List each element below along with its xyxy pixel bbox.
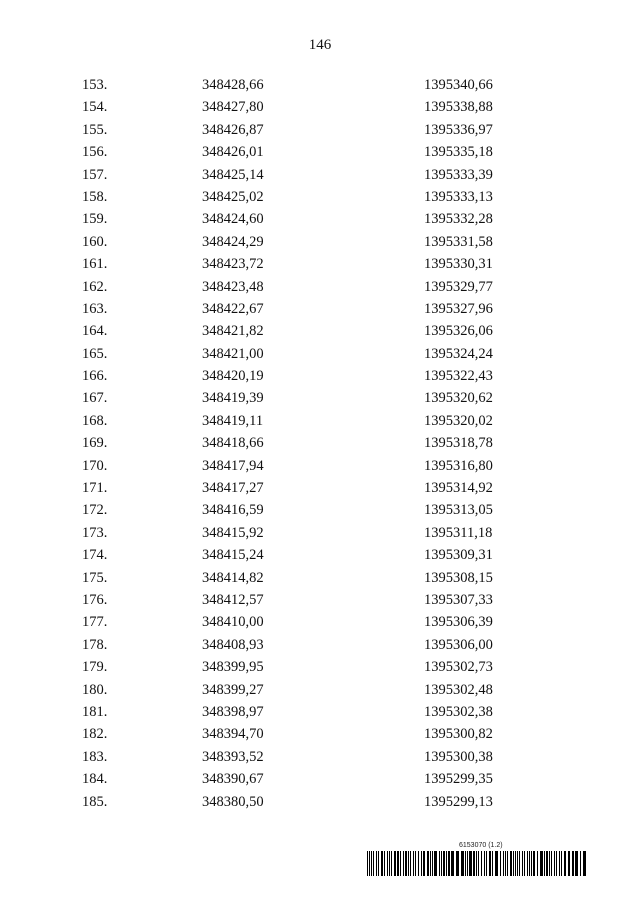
y-coordinate: 1395329,77: [424, 278, 493, 295]
table-row: [0, 544, 640, 566]
y-coordinate: 1395306,39: [424, 614, 493, 631]
table-row: [0, 567, 640, 589]
y-coordinate: 1395309,31: [424, 547, 493, 564]
y-coordinate: 1395308,15: [424, 569, 493, 586]
x-coordinate: 348412,57: [202, 591, 264, 608]
table-row: [0, 723, 640, 745]
table-row: [0, 74, 640, 96]
point-number: 169.: [82, 435, 108, 452]
table-row: [0, 611, 640, 633]
x-coordinate: 348380,50: [202, 793, 264, 810]
y-coordinate: 1395327,96: [424, 300, 493, 317]
table-row: [0, 455, 640, 477]
x-coordinate: 348425,14: [202, 166, 264, 183]
x-coordinate: 348394,70: [202, 726, 264, 743]
x-coordinate: 348415,92: [202, 524, 264, 541]
x-coordinate: 348427,80: [202, 99, 264, 116]
y-coordinate: 1395320,02: [424, 412, 493, 429]
x-coordinate: 348425,02: [202, 188, 264, 205]
x-coordinate: 348418,66: [202, 435, 264, 452]
barcode-icon: [367, 851, 589, 876]
x-coordinate: 348399,27: [202, 681, 264, 698]
y-coordinate: 1395318,78: [424, 435, 493, 452]
table-row: [0, 320, 640, 342]
y-coordinate: 1395300,82: [424, 726, 493, 743]
point-number: 159.: [82, 211, 108, 228]
y-coordinate: 1395302,73: [424, 659, 493, 676]
x-coordinate: 348420,19: [202, 368, 264, 385]
x-coordinate: 348398,97: [202, 703, 264, 720]
point-number: 174.: [82, 547, 108, 564]
table-row: [0, 208, 640, 230]
y-coordinate: 1395333,13: [424, 188, 493, 205]
y-coordinate: 1395302,38: [424, 703, 493, 720]
table-row: [0, 522, 640, 544]
table-row: [0, 186, 640, 208]
x-coordinate: 348424,29: [202, 233, 264, 250]
point-number: 172.: [82, 502, 108, 519]
y-coordinate: 1395326,06: [424, 323, 493, 340]
x-coordinate: 348415,24: [202, 547, 264, 564]
table-row: [0, 141, 640, 163]
table-row: [0, 432, 640, 454]
x-coordinate: 348417,27: [202, 480, 264, 497]
table-row: [0, 768, 640, 790]
x-coordinate: 348424,60: [202, 211, 264, 228]
barcode: [367, 842, 589, 876]
table-row: [0, 499, 640, 521]
y-coordinate: 1395306,00: [424, 636, 493, 653]
point-number: 176.: [82, 591, 108, 608]
y-coordinate: 1395313,05: [424, 502, 493, 519]
point-number: 185.: [82, 793, 108, 810]
point-number: 166.: [82, 368, 108, 385]
coordinates-table: [0, 74, 640, 813]
table-row: [0, 343, 640, 365]
point-number: 175.: [82, 569, 108, 586]
x-coordinate: 348399,95: [202, 659, 264, 676]
point-number: 182.: [82, 726, 108, 743]
y-coordinate: 1395340,66: [424, 77, 493, 93]
table-row: [0, 365, 640, 387]
y-coordinate: 1395338,88: [424, 99, 493, 116]
table-row: [0, 634, 640, 656]
y-coordinate: 1395336,97: [424, 121, 493, 138]
point-number: 168.: [82, 412, 108, 429]
table-row: [0, 119, 640, 141]
y-coordinate: 1395299,35: [424, 771, 493, 788]
point-number: 161.: [82, 256, 108, 273]
y-coordinate: 1395300,38: [424, 748, 493, 765]
y-coordinate: 1395331,58: [424, 233, 493, 250]
point-number: 184.: [82, 771, 108, 788]
point-number: 158.: [82, 188, 108, 205]
table-row: [0, 96, 640, 118]
table-row: [0, 253, 640, 275]
point-number: 156.: [82, 144, 108, 161]
y-coordinate: 1395302,48: [424, 681, 493, 698]
y-coordinate: 1395333,39: [424, 166, 493, 183]
x-coordinate: 348422,67: [202, 300, 264, 317]
x-coordinate: 348417,94: [202, 457, 264, 474]
y-coordinate: 1395330,31: [424, 256, 493, 273]
point-number: 162.: [82, 278, 108, 295]
point-number: 173.: [82, 524, 108, 541]
table-row: [0, 589, 640, 611]
x-coordinate: 348419,11: [202, 412, 264, 429]
table-row: [0, 656, 640, 678]
point-number: 154.: [82, 99, 108, 116]
x-coordinate: 348428,66: [202, 77, 264, 93]
table-row: [0, 387, 640, 409]
table-row: [0, 701, 640, 723]
y-coordinate: 1395320,62: [424, 390, 493, 407]
x-coordinate: 348414,82: [202, 569, 264, 586]
y-coordinate: 1395324,24: [424, 345, 493, 362]
y-coordinate: 1395322,43: [424, 368, 493, 385]
point-number: 181.: [82, 703, 108, 720]
point-number: 183.: [82, 748, 108, 765]
point-number: 164.: [82, 323, 108, 340]
table-row: [0, 164, 640, 186]
point-number: 155.: [82, 121, 108, 138]
barcode-caption: 6153070 (1.2): [459, 842, 503, 849]
table-row: [0, 231, 640, 253]
y-coordinate: 1395307,33: [424, 591, 493, 608]
point-number: 157.: [82, 166, 108, 183]
table-row: [0, 791, 640, 813]
table-row: [0, 298, 640, 320]
point-number: 165.: [82, 345, 108, 362]
point-number: 180.: [82, 681, 108, 698]
x-coordinate: 348426,87: [202, 121, 264, 138]
table-row: [0, 746, 640, 768]
point-number: 160.: [82, 233, 108, 250]
table-row: [0, 477, 640, 499]
y-coordinate: 1395311,18: [424, 524, 493, 541]
point-number: 177.: [82, 614, 108, 631]
x-coordinate: 348423,72: [202, 256, 264, 273]
y-coordinate: 1395332,28: [424, 211, 493, 228]
point-number: 167.: [82, 390, 108, 407]
x-coordinate: 348423,48: [202, 278, 264, 295]
y-coordinate: 1395299,13: [424, 793, 493, 810]
point-number: 178.: [82, 636, 108, 653]
table-row: [0, 410, 640, 432]
table-row: [0, 679, 640, 701]
x-coordinate: 348416,59: [202, 502, 264, 519]
point-number: 171.: [82, 480, 108, 497]
page-number: 146: [308, 37, 332, 53]
x-coordinate: 348390,67: [202, 771, 264, 788]
x-coordinate: 348421,00: [202, 345, 264, 362]
y-coordinate: 1395314,92: [424, 480, 493, 497]
point-number: 163.: [82, 300, 108, 317]
y-coordinate: 1395316,80: [424, 457, 493, 474]
table-row: [0, 276, 640, 298]
x-coordinate: 348393,52: [202, 748, 264, 765]
x-coordinate: 348421,82: [202, 323, 264, 340]
x-coordinate: 348426,01: [202, 144, 264, 161]
point-number: 179.: [82, 659, 108, 676]
x-coordinate: 348410,00: [202, 614, 264, 631]
y-coordinate: 1395335,18: [424, 144, 493, 161]
point-number: 153.: [82, 77, 108, 93]
point-number: 170.: [82, 457, 108, 474]
x-coordinate: 348408,93: [202, 636, 264, 653]
x-coordinate: 348419,39: [202, 390, 264, 407]
